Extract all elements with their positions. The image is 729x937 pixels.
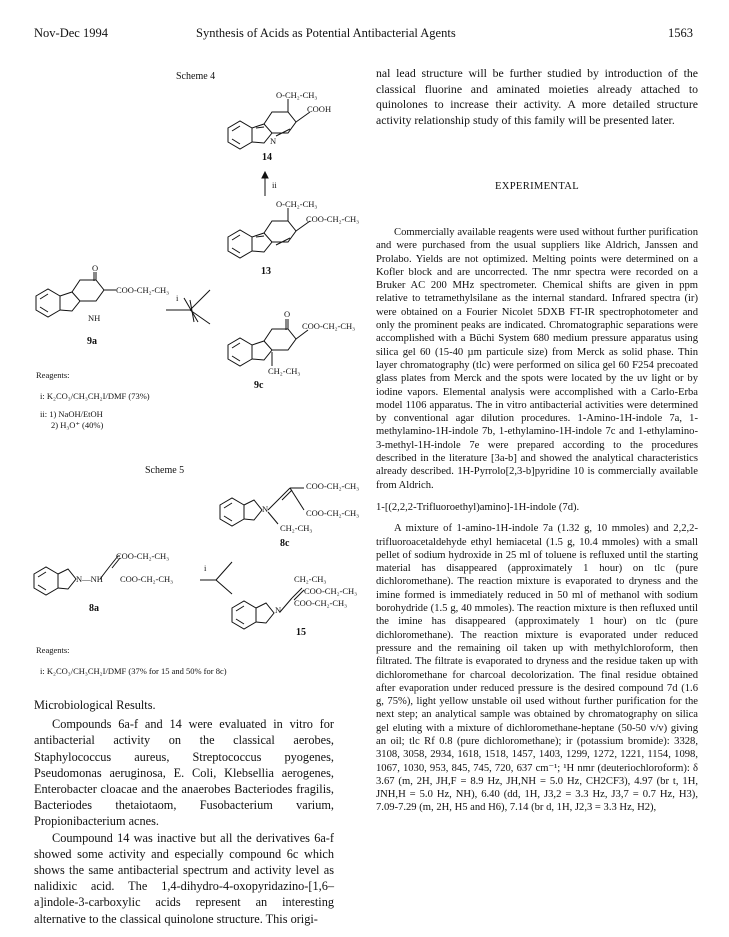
compound-14-ethoxy: O-CH₂-CH₃	[276, 90, 318, 100]
compound-15-ethyl: CH₂-CH₃	[294, 574, 327, 584]
compound-8a-ester-1: COO-CH₂-CH₃	[116, 551, 170, 561]
compound-8c-n: N	[262, 504, 269, 514]
scheme-5-title: Scheme 5	[145, 465, 185, 476]
scheme-4-title: Scheme 4	[176, 71, 216, 82]
experimental-section	[376, 226, 698, 815]
compound-15-label: 15	[296, 627, 306, 638]
compound-8a-label: 8a	[89, 603, 99, 614]
compound-9c-ester: COO-CH₂-CH₃	[302, 321, 356, 331]
compound-15-n: N	[275, 605, 282, 615]
compound-13-label: 13	[261, 266, 271, 277]
compound-8c-ester-1: COO-CH₂-CH₃	[306, 481, 360, 491]
scheme-5-reagent-i: i: K₂CO₃/CH₃CH₂I/DMF (37% for 15 and 50% for 8c)	[40, 666, 227, 676]
compound-9a-oxo: O	[92, 263, 99, 273]
scheme-4-reagent-i: i: K₂CO₃/CH₃CH₂I/DMF (73%)	[40, 391, 150, 401]
microbiological-paragraph-1: Compounds 6a-f and 14 were evaluated in vitro for antibacterial activity on the classical aerobes, Staphylococcus aureus, Streptococcus pyogenes, Pseudomonas aeruginosa, E. Coli, Klebsellia aerogenes, Enterobacter cloacae and the anaerobes Bacteriodes fragilis, Bacteriodes thetaiotaom, Fusobacterium varium, Propionibacterium acnes.	[34, 717, 334, 829]
compound-9a-label: 9a	[87, 336, 97, 347]
scheme-5-reagents-title: Reagents:	[36, 645, 70, 655]
compound-8c-ethyl: CH₂-CH₃	[280, 523, 313, 533]
compound-9a-ester: COO-CH₂-CH₃	[116, 285, 170, 295]
microbiological-paragraph-2: Coumpound 14 was inactive but all the derivatives 6a-f showed some activity and especially compound 6c which shows the same antibacterial spectrum and activity level as nalidixic acid. The 1,4-dihydro-4-oxopyridazino-[1,6–a]indole-3-carboxylic acids represent an interesting alternative to the classical quinolone structure. This origi-	[34, 830, 334, 926]
compound-14-label: 14	[262, 152, 272, 163]
scheme-4-reagents-title: Reagents:	[36, 370, 70, 380]
scheme5-arrow-i-label: i	[204, 563, 207, 573]
scheme-4-reagent-ii-1: ii: 1) NaOH/EtOH	[40, 409, 103, 419]
compound-8c-label: 8c	[280, 538, 290, 549]
compound-9c-ethyl: CH₂-CH₃	[268, 366, 301, 376]
compound-7d-heading: 1-[(2,2,2-Trifluoroethyl)amino]-1H-indole (7d).	[376, 501, 580, 513]
compound-7d-procedure: A mixture of 1-amino-1H-indole 7a (1.32 g, 10 mmoles) and 2,2,2-trifluoroacetaldehyde ethyl hemiacetal (1.5 g, 10.4 mmoles) with a small pellet of sodium hydroxide in 25 ml of toluene is refluxed until the starting material has disappeared (approximately 1 hour) on tlc (pure dichloromethane). The reaction mixture is evaporated to dryness and the imine formed is immediately reduced in 50 ml of methanol with sodium borohydride (1.5 g, 40 mmoles). The reaction mixture is then refluxed until the imine has disappeared (approximately 1 hour) on tlc (pure dichloromethane). The reaction mixture is evaporated under reduced pressure and the remaining oil taken up with methylchloroform, then filtrated. The filtrate is evaporated to dryness and the residue taken up with dichloromethane for charcoal decolorization. The final residue obtained after evaporation under reduced pressure is the desired compound 7d (1.6 g, 75%), light yellow unstable oil used without further purification for the next step; an analytical sample was obtained by chromatography on silica gel eluting with a mixture of dichloromethane-heptane (50-50 v/v) giving an oil; tlc Rf 0.8 (pure dichloromethane); ir (potassium bromide): 3328, 3108, 3058, 2934, 1618, 1518, 1457, 1403, 1299, 1272, 1221, 1154, 1098, 1067, 1030, 953, 845, 745, 720, 637 cm⁻¹; ¹H nmr (deuteriochloroform): δ 3.67 (m, 2H, JH,F = 8.9 Hz, JH,NH = 5.0 Hz, CH2CF3), 4.97 (br t, 1H, JNH,H = 5.0 Hz, NH), 6.40 (dd, 1H, J3,2 = 3.3 Hz, J3,7 = 0.7 Hz, H3), 7.09-7.29 (m, 2H, H5 and H6), 7.14 (br d, 1H, J2,3 = 3.3 Hz, H2),	[376, 523, 698, 814]
compound-14-acid: COOH	[307, 104, 332, 114]
compound-13-ethoxy: O-CH₂-CH₃	[276, 199, 318, 209]
page-number: 1563	[668, 26, 693, 40]
compound-9c-oxo: O	[284, 309, 291, 319]
experimental-paragraph-general: Commercially available reagents were used without further purification and were purchased from the usual suppliers like Aldrich, Janssen and Prolabo. Yields are not optimized. Melting points were determined on a Kofler block and are uncorrected. The nmr spectra were recorded on a Bruker AC 200 MHz spectrometer. Chemical shifts are given in ppm relative to tetramethylsilane as the internal standard. Infrared spectra (ir) were obtained on a Fourier Nicolet 5DXB FT-IR spectrophotometer and only the prominent peaks are indicated. Chromatographic separations were accomplished with a Büchi System 680 medium pressure apparatus using silica gel 60 (15-40 µm particule size) from Merck as solid phase. Thin layer chromatography (tlc) were performed on silica gel 60 F254 precoated glass plates from Merck and the spots were located by the uv light or by iodine vapors. Elemental analysis were accomplished with a Carlo-Erba model 1106 apparatus. The in vitro antibacterial activities were determined by conventional agar dilution procedures. 1-Amino-1H-indole 7a, 1-methylamino-1H-indole 7b, 1-ethylamino-1H-indole 7c and 1-ethylamino-3-methyl-1H-indole 7e were prepared according to the procedures described in the literature [3a-b] and showed the analytical characteristics already described. 1H-Pyrrolo[2,3-b]pyridine 10 is commercially available from Aldrich.	[376, 227, 698, 491]
compound-15-structure	[0, 0, 1, 1]
compound-14-n: N	[270, 136, 277, 146]
compound-8c-ester-2: COO-CH₂-CH₃	[306, 508, 360, 518]
compound-9a-nh: NH	[88, 313, 101, 323]
compound-9c-label: 9c	[254, 380, 264, 391]
lead-structure-paragraph: nal lead structure will be further studied by introduction of the classical fluorine and aminated moieties already attached to quinolones to increase their activity. A more detailed structure activity relationship study of this family will be presented later.	[376, 66, 698, 127]
running-header-date: Nov-Dec 1994	[34, 26, 108, 40]
scheme-4-reagent-ii-2: 2) H₃O⁺ (40%)	[51, 420, 104, 430]
compound-8a-n-nh: N—NH	[76, 574, 103, 584]
microbiological-results-heading: Microbiological Results.	[34, 698, 156, 712]
microbiological-results-section	[34, 697, 334, 927]
right-column-intro	[376, 66, 698, 128]
experimental-heading: EXPERIMENTAL	[495, 181, 579, 192]
compound-8a-ester-2: COO-CH₂-CH₃	[120, 574, 174, 584]
arrow-i-label: i	[176, 293, 179, 303]
running-header-title: Synthesis of Acids as Potential Antibacterial Agents	[196, 26, 456, 40]
compound-13-ester: COO-CH₂-CH₃	[306, 214, 360, 224]
arrow-ii-label: ii	[272, 180, 277, 190]
compound-15-ester-1: COO-CH₂-CH₃	[304, 586, 358, 596]
compound-15-ester-2: COO-CH₂-CH₃	[294, 598, 348, 608]
